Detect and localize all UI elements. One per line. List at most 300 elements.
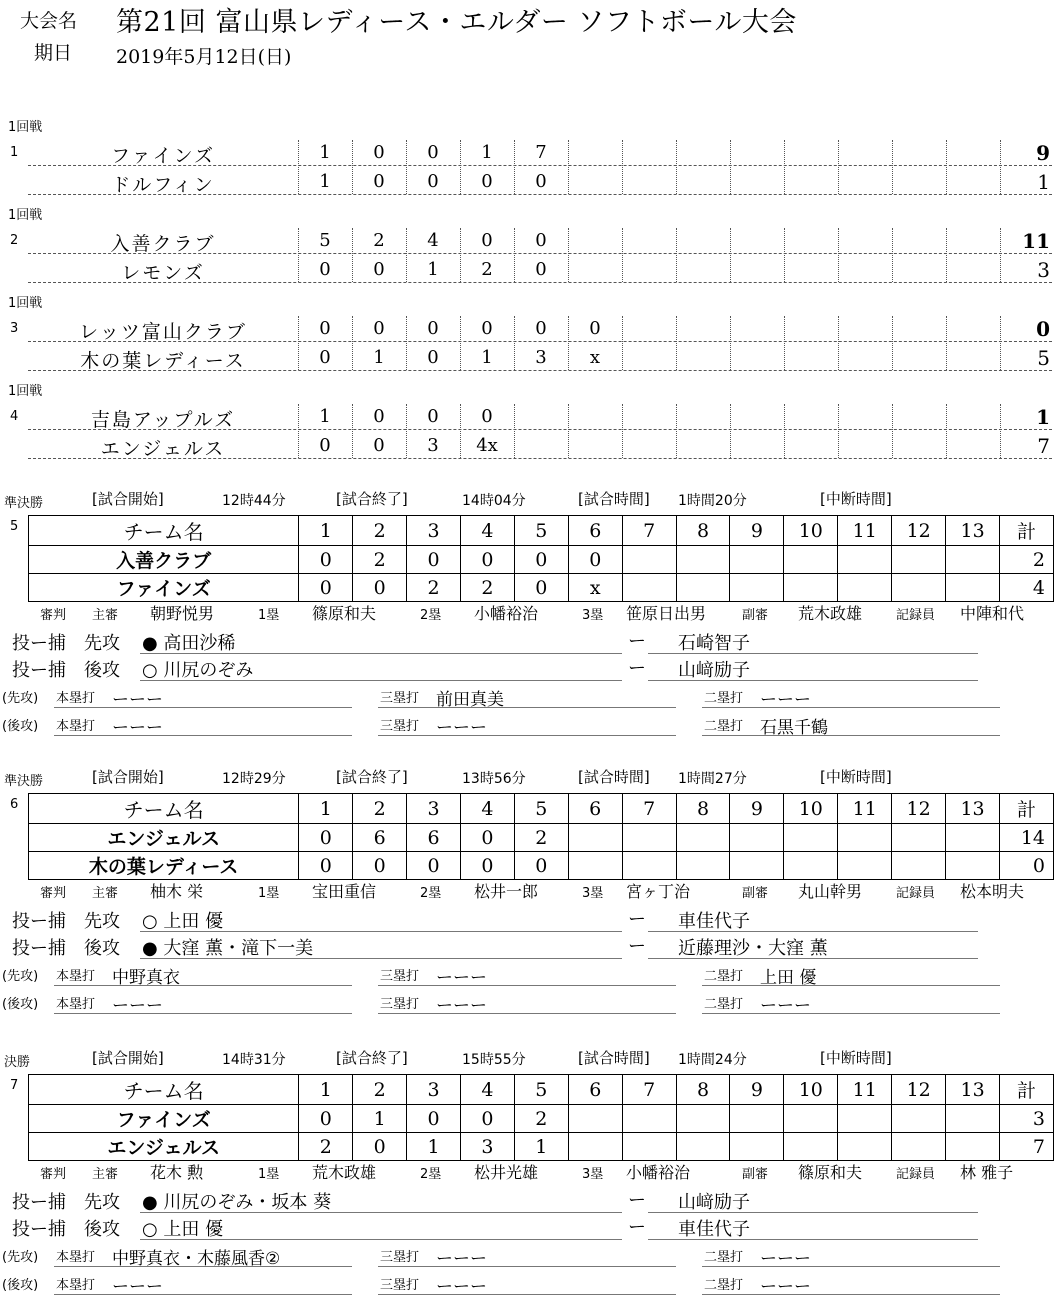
- inning-score: [622, 852, 676, 880]
- inning-score: [622, 824, 676, 852]
- start-time: 12時29分: [222, 771, 286, 787]
- bottom-hr-side-label: (後攻): [2, 1278, 39, 1293]
- inning-score: 1: [319, 406, 331, 427]
- underline: [140, 931, 622, 932]
- column-separator: [352, 404, 353, 458]
- tournament-name: 第21回 富山県レディース・エルダー ソフトボール大会: [116, 7, 797, 38]
- recorder: 松本明夫: [960, 882, 1025, 901]
- first-umpire: 荒木政雄: [312, 1163, 377, 1182]
- duration-time: 1時間24分: [678, 1052, 747, 1068]
- underline: [378, 985, 676, 986]
- inning-header: 11: [838, 1075, 892, 1105]
- inning-score: 0: [319, 435, 331, 456]
- column-separator: [622, 228, 623, 282]
- inning-score: 0: [299, 852, 353, 880]
- umpire-label: 審判: [40, 1167, 67, 1182]
- inning-score: 0: [353, 1133, 407, 1161]
- bottom-home-runs: ーーー: [112, 1277, 163, 1297]
- team-row: [29, 852, 1054, 880]
- inning-score: [568, 1105, 622, 1133]
- inning-score: 0: [535, 318, 547, 339]
- dash: ー: [628, 1190, 646, 1211]
- inning-header: 3: [407, 1075, 461, 1105]
- inning-score: 2: [514, 1105, 568, 1133]
- inning-score: [730, 1105, 784, 1133]
- column-separator: [460, 140, 461, 194]
- bottom-hr-side-label: (後攻): [2, 997, 39, 1012]
- column-separator: [730, 228, 731, 282]
- start-time: 14時31分: [222, 1052, 286, 1068]
- inning-score: 0: [319, 259, 331, 280]
- inning-score: 2: [299, 1133, 353, 1161]
- team-name: エンジェルス: [29, 1133, 299, 1161]
- inning-score: 0: [427, 142, 439, 163]
- underline: [54, 1294, 352, 1295]
- underline: [140, 1239, 622, 1240]
- inning-score: 0: [319, 347, 331, 368]
- tournament-label: 大会名: [20, 10, 78, 32]
- team-row: [29, 1133, 1054, 1161]
- inning-header: 1: [299, 794, 353, 824]
- second-label: 2塁: [420, 886, 442, 901]
- inning-score: 1: [481, 142, 493, 163]
- inning-score: [838, 1133, 892, 1161]
- bottom-doubles: ーーー: [760, 996, 811, 1016]
- inning-score: 1: [514, 1133, 568, 1161]
- team-row: [29, 824, 1054, 852]
- inning-score: 0: [461, 824, 515, 852]
- total-header: 計: [1000, 794, 1054, 824]
- underline: [54, 1266, 352, 1267]
- round-label: 準決勝: [4, 774, 44, 789]
- team-name-header: チーム名: [29, 794, 299, 824]
- deputy-umpire: 丸山幹男: [798, 882, 863, 901]
- inning-score: 0: [535, 230, 547, 251]
- inning-header: 3: [407, 794, 461, 824]
- dash: ー: [628, 1217, 646, 1238]
- bottom-hr-side-label: (後攻): [2, 719, 39, 734]
- triple-label: 三塁打: [380, 969, 420, 984]
- column-separator: [892, 228, 893, 282]
- inning-score: 0: [407, 852, 461, 880]
- column-separator: [406, 228, 407, 282]
- column-separator: [730, 316, 731, 370]
- inning-header: 12: [892, 794, 946, 824]
- column-separator: [892, 140, 893, 194]
- inning-score: 1: [427, 259, 439, 280]
- top-batting-label: 先攻: [84, 911, 120, 932]
- inning-score: [784, 824, 838, 852]
- top-hr-side-label: (先攻): [2, 969, 39, 984]
- column-separator: [892, 404, 893, 458]
- top-home-runs: ーーー: [112, 690, 163, 710]
- second-label: 2塁: [420, 1167, 442, 1182]
- deputy-umpire: 荒木政雄: [798, 604, 863, 623]
- inning-score: 0: [373, 318, 385, 339]
- home-run-label: 本塁打: [56, 1250, 96, 1265]
- team-name: 吉島アップルズ: [90, 409, 236, 431]
- inning-score: [946, 824, 1000, 852]
- top-hr-side-label: (先攻): [2, 1250, 39, 1265]
- inning-score: 2: [373, 230, 385, 251]
- inning-score: [784, 546, 838, 574]
- third-umpire: 小幡裕治: [626, 1163, 691, 1182]
- total-header: 計: [1000, 1075, 1054, 1105]
- row-separator: [28, 165, 1052, 166]
- inning-score: [892, 852, 946, 880]
- team-total: 4: [1000, 574, 1054, 602]
- inning-score: x: [568, 574, 622, 602]
- end-time: 15時55分: [462, 1052, 526, 1068]
- start-time: 12時44分: [222, 493, 286, 509]
- inning-score: [622, 1133, 676, 1161]
- pitcher-catcher-label: 投ー捕: [12, 911, 66, 932]
- column-separator: [1000, 316, 1001, 370]
- team-name: 入善クラブ: [29, 546, 299, 574]
- team-name: エンジェルス: [29, 824, 299, 852]
- inning-score: 1: [407, 1133, 461, 1161]
- inning-score: 0: [481, 406, 493, 427]
- underline: [648, 680, 978, 681]
- column-separator: [1000, 404, 1001, 458]
- bottom-home-runs: ーーー: [112, 718, 163, 738]
- column-separator: [622, 140, 623, 194]
- inning-score: [730, 546, 784, 574]
- column-separator: [730, 404, 731, 458]
- column-separator: [406, 316, 407, 370]
- dash: ー: [628, 909, 646, 930]
- column-separator: [676, 228, 677, 282]
- top-triples: ーーー: [436, 968, 487, 988]
- team-total: 5: [1037, 346, 1050, 370]
- inning-header: 7: [622, 516, 676, 546]
- column-separator: [298, 404, 299, 458]
- row-separator: [28, 458, 1052, 459]
- column-separator: [730, 140, 731, 194]
- inning-score: 0: [427, 171, 439, 192]
- inning-score: 0: [481, 230, 493, 251]
- home-run-label: 本塁打: [56, 969, 96, 984]
- inning-header: 12: [892, 516, 946, 546]
- underline: [378, 735, 676, 736]
- inning-header: 13: [946, 794, 1000, 824]
- inning-score: 0: [299, 546, 353, 574]
- inning-score: 3: [427, 435, 439, 456]
- recorder-label: 記録員: [896, 886, 936, 901]
- underline: [54, 1013, 352, 1014]
- top-home-runs: 中野真衣・木藤風香②: [112, 1249, 281, 1269]
- column-separator: [514, 316, 515, 370]
- column-separator: [568, 404, 569, 458]
- inning-score: [568, 824, 622, 852]
- underline: [54, 707, 352, 708]
- column-separator: [676, 316, 677, 370]
- second-umpire: 小幡裕治: [474, 604, 539, 623]
- column-separator: [676, 140, 677, 194]
- date-label: 期日: [34, 42, 73, 64]
- inning-score: 0: [299, 1105, 353, 1133]
- inning-score: [676, 574, 730, 602]
- end-label: [試合終了]: [336, 768, 408, 786]
- recorder: 林 雅子: [960, 1163, 1014, 1182]
- inning-score: 0: [589, 318, 601, 339]
- inning-header: 8: [676, 1075, 730, 1105]
- team-name: ファインズ: [110, 145, 216, 167]
- column-separator: [838, 404, 839, 458]
- home-run-label: 本塁打: [56, 1278, 96, 1293]
- column-separator: [622, 404, 623, 458]
- dash: ー: [628, 658, 646, 679]
- team-total: 7: [1000, 1133, 1054, 1161]
- second-umpire: 松井光雄: [474, 1163, 539, 1182]
- column-separator: [946, 140, 947, 194]
- home-run-label: 本塁打: [56, 691, 96, 706]
- header-row: [29, 1075, 1054, 1105]
- row-separator: [28, 341, 1052, 342]
- bottom-doubles: 石黒千鶴: [760, 718, 828, 738]
- inning-header: 10: [784, 516, 838, 546]
- bottom-triples: ーーー: [436, 718, 487, 738]
- inning-score: 0: [407, 546, 461, 574]
- plate-umpire: 柚木 栄: [150, 882, 204, 901]
- column-separator: [838, 140, 839, 194]
- bottom-triples: ーーー: [436, 1277, 487, 1297]
- round-label: 1回戦: [8, 384, 43, 399]
- tournament-date: 2019年5月12日(日): [116, 46, 292, 68]
- column-separator: [946, 404, 947, 458]
- inning-score: 0: [299, 574, 353, 602]
- inning-score: 0: [427, 406, 439, 427]
- pitcher-catcher-label: 投ー捕: [12, 1219, 66, 1240]
- team-total: 2: [1000, 546, 1054, 574]
- bottom-catcher: 山﨑励子: [678, 660, 750, 681]
- top-hr-side-label: (先攻): [2, 691, 39, 706]
- dash: ー: [628, 936, 646, 957]
- inning-header: 2: [353, 1075, 407, 1105]
- triple-label: 三塁打: [380, 719, 420, 734]
- row-separator: [28, 194, 1052, 195]
- suspend-label: [中断時間]: [820, 490, 892, 508]
- column-separator: [1000, 140, 1001, 194]
- inning-score: [784, 574, 838, 602]
- duration-label: [試合時間]: [578, 768, 650, 786]
- first-umpire: 篠原和夫: [312, 604, 377, 623]
- column-separator: [514, 404, 515, 458]
- plate-label: 主審: [92, 608, 119, 623]
- inning-score: 0: [514, 852, 568, 880]
- inning-score: 4x: [476, 435, 498, 456]
- plate-label: 主審: [92, 1167, 119, 1182]
- inning-header: 9: [730, 794, 784, 824]
- column-separator: [460, 228, 461, 282]
- team-total: 3: [1000, 1105, 1054, 1133]
- underline: [702, 1294, 1000, 1295]
- column-separator: [784, 140, 785, 194]
- triple-label: 三塁打: [380, 1278, 420, 1293]
- inning-score: 0: [481, 171, 493, 192]
- underline: [648, 1239, 978, 1240]
- inning-header: 3: [407, 516, 461, 546]
- inning-header: 1: [299, 1075, 353, 1105]
- double-label: 二塁打: [704, 719, 744, 734]
- double-label: 二塁打: [704, 997, 744, 1012]
- top-pitcher: ● 高田沙稀: [142, 633, 236, 654]
- inning-score: 0: [514, 546, 568, 574]
- column-separator: [568, 316, 569, 370]
- inning-score: 1: [373, 347, 385, 368]
- inning-score: 3: [535, 347, 547, 368]
- column-separator: [838, 316, 839, 370]
- inning-header: 6: [568, 794, 622, 824]
- plate-umpire: 朝野悦男: [150, 604, 215, 623]
- bottom-triples: ーーー: [436, 996, 487, 1016]
- team-row: [29, 1105, 1054, 1133]
- team-total: 9: [1036, 141, 1050, 165]
- inning-score: 0: [353, 574, 407, 602]
- column-separator: [784, 316, 785, 370]
- column-separator: [568, 140, 569, 194]
- underline: [378, 707, 676, 708]
- second-label: 2塁: [420, 608, 442, 623]
- bottom-batting-label: 後攻: [84, 1219, 120, 1240]
- underline: [702, 985, 1000, 986]
- underline: [702, 707, 1000, 708]
- inning-score: 6: [407, 824, 461, 852]
- row-separator: [28, 429, 1052, 430]
- inning-score: 0: [461, 852, 515, 880]
- inning-score: [730, 824, 784, 852]
- inning-score: 0: [373, 435, 385, 456]
- inning-score: 0: [373, 142, 385, 163]
- bottom-pitcher: ○ 川尻のぞみ: [142, 660, 254, 681]
- underline: [702, 1013, 1000, 1014]
- row-separator: [28, 370, 1052, 371]
- bottom-pitcher: ● 大窪 薫・滝下一美: [142, 938, 314, 959]
- end-label: [試合終了]: [336, 1049, 408, 1067]
- first-label: 1塁: [258, 608, 280, 623]
- inning-score: 0: [461, 546, 515, 574]
- inning-score: 0: [407, 1105, 461, 1133]
- duration-label: [試合時間]: [578, 1049, 650, 1067]
- team-name: レモンズ: [121, 262, 205, 284]
- third-umpire: 宮ヶ丁治: [626, 882, 691, 901]
- inning-score: 0: [319, 318, 331, 339]
- inning-score: [946, 1133, 1000, 1161]
- inning-header: 11: [838, 516, 892, 546]
- end-time: 14時04分: [462, 493, 526, 509]
- first-label: 1塁: [258, 886, 280, 901]
- inning-score: 0: [373, 259, 385, 280]
- row-separator: [28, 253, 1052, 254]
- bottom-doubles: ーーー: [760, 1277, 811, 1297]
- inning-score: 5: [319, 230, 331, 251]
- inning-header: 13: [946, 516, 1000, 546]
- recorder-label: 記録員: [896, 1167, 936, 1182]
- inning-score: [946, 546, 1000, 574]
- linescore-table: [28, 515, 1054, 602]
- duration-label: [試合時間]: [578, 490, 650, 508]
- underline: [54, 985, 352, 986]
- top-pitcher: ● 川尻のぞみ・坂本 葵: [142, 1192, 332, 1213]
- team-name: ファインズ: [29, 1105, 299, 1133]
- inning-score: [946, 1105, 1000, 1133]
- inning-score: [784, 1105, 838, 1133]
- linescore-table: [28, 1074, 1054, 1161]
- inning-score: [892, 1105, 946, 1133]
- top-batting-label: 先攻: [84, 1192, 120, 1213]
- deputy-label: 副審: [742, 886, 769, 901]
- round-label: 1回戦: [8, 296, 43, 311]
- underline: [648, 958, 978, 959]
- column-separator: [352, 228, 353, 282]
- column-separator: [514, 140, 515, 194]
- column-separator: [1000, 228, 1001, 282]
- column-separator: [676, 404, 677, 458]
- total-header: 計: [1000, 516, 1054, 546]
- round-label: 決勝: [4, 1055, 31, 1070]
- inning-header: 9: [730, 516, 784, 546]
- team-name: 木の葉レディース: [80, 350, 246, 372]
- inning-score: 4: [427, 230, 439, 251]
- team-name: レッツ富山クラブ: [79, 321, 247, 343]
- underline: [702, 1266, 1000, 1267]
- inning-header: 8: [676, 794, 730, 824]
- inning-header: 13: [946, 1075, 1000, 1105]
- deputy-label: 副審: [742, 1167, 769, 1182]
- top-triples: 前田真美: [436, 690, 504, 710]
- team-total: 1: [1037, 170, 1050, 194]
- pitcher-catcher-label: 投ー捕: [12, 633, 66, 654]
- inning-score: [730, 574, 784, 602]
- inning-score: 2: [481, 259, 493, 280]
- third-label: 3塁: [582, 886, 604, 901]
- top-batting-label: 先攻: [84, 633, 120, 654]
- column-separator: [298, 228, 299, 282]
- inning-header: 1: [299, 516, 353, 546]
- third-label: 3塁: [582, 1167, 604, 1182]
- inning-header: 5: [514, 1075, 568, 1105]
- inning-score: 0: [481, 318, 493, 339]
- team-name: エンジェルス: [100, 438, 226, 460]
- inning-score: [946, 852, 1000, 880]
- team-row: [29, 574, 1054, 602]
- double-label: 二塁打: [704, 1278, 744, 1293]
- inning-header: 7: [622, 794, 676, 824]
- team-row: [29, 546, 1054, 574]
- inning-score: 6: [353, 824, 407, 852]
- inning-score: [568, 852, 622, 880]
- inning-header: 4: [461, 1075, 515, 1105]
- team-total: 1: [1036, 405, 1050, 429]
- inning-score: 2: [461, 574, 515, 602]
- inning-score: 0: [353, 852, 407, 880]
- triple-label: 三塁打: [380, 997, 420, 1012]
- underline: [378, 1294, 676, 1295]
- inning-header: 10: [784, 794, 838, 824]
- first-umpire: 宝田重信: [312, 882, 377, 901]
- inning-score: [622, 546, 676, 574]
- column-separator: [514, 228, 515, 282]
- bottom-batting-label: 後攻: [84, 938, 120, 959]
- pitcher-catcher-label: 投ー捕: [12, 938, 66, 959]
- home-run-label: 本塁打: [56, 997, 96, 1012]
- inning-score: [838, 824, 892, 852]
- inning-header: 6: [568, 1075, 622, 1105]
- inning-score: [730, 1133, 784, 1161]
- top-catcher: 車佳代子: [678, 911, 750, 932]
- inning-header: 9: [730, 1075, 784, 1105]
- inning-header: 7: [622, 1075, 676, 1105]
